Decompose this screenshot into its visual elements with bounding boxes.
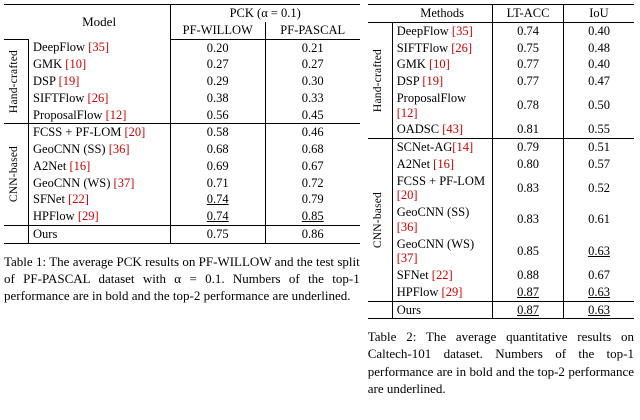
method-name: Ours (29, 225, 171, 243)
value-cell: 0.87 (493, 284, 564, 301)
value-cell: 0.71 (170, 175, 265, 192)
method-name: HPFlow [29] (392, 284, 492, 301)
value-cell: 0.67 (301, 158, 324, 173)
header-pck: PCK (α = 0.1) (170, 5, 360, 22)
group-label-spacer (368, 5, 393, 23)
table-row (4, 56, 360, 73)
value-cell: 0.29 (170, 73, 265, 90)
value-cell: 0.79 (301, 192, 324, 207)
value-cell: 0.51 (564, 139, 635, 156)
value-cell: 0.63 (564, 301, 635, 319)
table-1-header-row-1 (4, 5, 360, 22)
method-name: GMK [10] (392, 56, 492, 73)
value-cell: 0.47 (588, 74, 610, 88)
header-model: Model (29, 5, 171, 40)
table-row (368, 139, 634, 156)
value-cell: 0.72 (301, 175, 324, 190)
value-cell: 0.85 (301, 209, 324, 223)
method-name: HPFlow [29] (29, 208, 171, 225)
header-lt-acc: LT-ACC (493, 5, 564, 23)
citation[interactable]: [29] (441, 284, 463, 299)
method-name: GeoCNN (WS) [37] (29, 175, 171, 192)
value-cell: 0.85 (493, 236, 564, 268)
group-label-spacer-2 (4, 22, 29, 39)
method-name: ProposalFlow [12] (392, 90, 492, 122)
table-row (368, 90, 634, 122)
citation[interactable]: [35] (88, 40, 110, 55)
table-row (368, 22, 634, 39)
value-cell: 0.83 (493, 173, 564, 205)
value-cell: 0.56 (170, 107, 265, 124)
table-row-ours (368, 301, 634, 319)
method-name: FCSS + PF-LOM [20] (29, 124, 171, 141)
method-name: ProposalFlow [12] (29, 107, 171, 124)
table-1-caption-label: Table 1: (4, 253, 47, 269)
value-cell: 0.81 (493, 121, 564, 138)
group-label-spacer (4, 5, 29, 22)
value-cell: 0.88 (493, 267, 564, 284)
value-cell: 0.79 (493, 139, 564, 156)
table-row (368, 40, 634, 57)
citation[interactable]: [26] (451, 40, 473, 55)
citation[interactable]: [20] (124, 125, 146, 140)
citation[interactable]: [16] (433, 156, 454, 171)
table-row (368, 73, 634, 90)
method-name: DeepFlow [35] (392, 22, 492, 39)
value-cell: 0.57 (588, 156, 610, 171)
method-name: Ours (392, 301, 492, 319)
value-cell: 0.61 (588, 212, 610, 227)
value-cell: 0.27 (301, 57, 324, 72)
value-cell: 0.38 (170, 90, 265, 107)
table-row (368, 284, 634, 301)
value-cell: 0.74 (493, 22, 564, 39)
citation[interactable]: [29] (77, 209, 99, 223)
table-row (4, 39, 360, 56)
table-row (4, 90, 360, 107)
method-name: A2Net [16] (392, 156, 492, 173)
value-cell: 0.55 (588, 122, 610, 137)
header-pf-pascal: PF-PASCAL (265, 22, 360, 39)
method-name: GeoCNN (SS) [36] (29, 141, 171, 158)
citation[interactable]: [19] (422, 74, 444, 88)
table-row (4, 107, 360, 124)
right-column (368, 4, 634, 420)
value-cell: 0.27 (170, 56, 265, 73)
citation[interactable]: [12] (396, 105, 418, 120)
table-row (4, 208, 360, 225)
table-row (4, 73, 360, 90)
value-cell: 0.63 (588, 243, 610, 258)
value-cell: 0.63 (588, 284, 610, 299)
table-row-ours (4, 225, 360, 243)
value-cell: 0.77 (493, 73, 564, 90)
citation[interactable]: [36] (108, 142, 130, 156)
value-cell: 0.75 (493, 40, 564, 57)
method-name: A2Net [16] (29, 158, 171, 175)
table-row (368, 156, 634, 173)
method-name: DSP [19] (392, 73, 492, 90)
table-row (368, 204, 634, 236)
table-2-header-row (368, 5, 634, 23)
value-cell: 0.83 (493, 204, 564, 236)
citation[interactable]: [43] (442, 122, 464, 137)
table-2-caption (368, 328, 634, 397)
header-pf-willow: PF-WILLOW (170, 22, 265, 39)
table-row (368, 56, 634, 73)
value-cell: 0.69 (170, 158, 265, 175)
table-2-caption-text: The average quantitative results on Caltech-101 dataset. Numbers of the top-1 performance are in bold and the top-2 performance are underlined. (367, 329, 634, 396)
value-cell: 0.40 (588, 57, 610, 72)
value-cell: 0.78 (493, 90, 564, 122)
value-cell: 0.77 (493, 56, 564, 73)
citation[interactable]: [37] (396, 251, 418, 266)
table-2-body (368, 5, 634, 319)
group-label-cnn-based: CNN-based (4, 124, 29, 226)
header-methods: Methods (392, 5, 492, 23)
method-name: SFNet [22] (29, 191, 171, 208)
value-cell: 0.21 (301, 40, 324, 55)
value-cell: 0.45 (301, 107, 324, 122)
group-label-empty (4, 225, 29, 243)
table-row (4, 124, 360, 141)
value-cell: 0.87 (493, 301, 564, 319)
value-cell: 0.58 (170, 124, 265, 141)
citation[interactable]: [20] (396, 188, 418, 203)
citation[interactable]: [26] (87, 90, 109, 105)
group-label-hand-crafted: Hand-crafted (368, 22, 393, 138)
citation[interactable]: [10] (429, 57, 450, 72)
value-cell: 0.68 (170, 141, 265, 158)
value-cell: 0.67 (588, 268, 610, 282)
value-cell: 0.68 (301, 142, 324, 156)
method-name: SIFTFlow [26] (392, 40, 492, 57)
table-2 (368, 4, 634, 319)
citation[interactable]: [36] (396, 219, 418, 234)
value-cell: 0.46 (265, 124, 360, 141)
table-row (368, 173, 634, 205)
value-cell: 0.48 (588, 40, 610, 55)
method-name: SFNet [22] (392, 267, 492, 284)
citation[interactable]: [22] (431, 268, 453, 282)
value-cell: 0.33 (301, 90, 324, 105)
citation[interactable]: [14] (452, 140, 474, 154)
header-iou: IoU (564, 5, 635, 23)
table-1-caption (4, 253, 360, 304)
group-label-empty (368, 301, 393, 319)
method-name: SIFTFlow [26] (29, 90, 171, 107)
value-cell: 0.74 (170, 208, 265, 225)
table-2-caption-label: Table 2: (367, 329, 417, 345)
value-cell: 0.75 (170, 225, 265, 243)
method-name: DeepFlow [35] (29, 39, 171, 56)
table-row (368, 121, 634, 138)
value-cell: 0.40 (588, 23, 610, 38)
table-row (4, 191, 360, 208)
group-label-cnn-based: CNN-based (368, 139, 393, 302)
table-1-body (4, 5, 360, 244)
citation[interactable]: [12] (105, 107, 127, 122)
table-row (4, 141, 360, 158)
table-row (368, 236, 634, 268)
method-name: GMK [10] (29, 56, 171, 73)
citation[interactable]: [37] (113, 175, 135, 190)
value-cell: 0.52 (588, 180, 610, 195)
value-cell: 0.30 (301, 74, 324, 88)
table-row (4, 175, 360, 192)
method-name: OADSC [43] (392, 121, 492, 138)
value-cell: 0.50 (588, 98, 610, 113)
table-1-caption-text: The average PCK results on PF-WILLOW and the test split of PF-PASCAL dataset with α = 0.1. Numbers of the top-1 performance are in bold and the top-2 performance are underlined. (4, 253, 360, 303)
citation[interactable]: [16] (69, 158, 91, 173)
method-name: FCSS + PF-LOM [20] (392, 173, 492, 205)
value-cell: 0.74 (170, 191, 265, 208)
citation[interactable]: [35] (451, 23, 473, 38)
citation[interactable]: [10] (65, 57, 87, 72)
value-cell: 0.20 (170, 39, 265, 56)
method-name: GeoCNN (WS) [37] (392, 236, 492, 268)
citation[interactable]: [19] (58, 74, 80, 88)
table-row (368, 267, 634, 284)
citation[interactable]: [22] (68, 192, 89, 207)
method-name: GeoCNN (SS) [36] (392, 204, 492, 236)
value-cell: 0.80 (493, 156, 564, 173)
table-1 (4, 4, 360, 244)
left-column (4, 4, 368, 420)
method-name: DSP [19] (29, 73, 171, 90)
table-row (4, 158, 360, 175)
method-name: SCNet-AG[14] (392, 139, 492, 156)
group-label-hand-crafted: Hand-crafted (4, 39, 29, 124)
value-cell: 0.86 (265, 225, 360, 243)
